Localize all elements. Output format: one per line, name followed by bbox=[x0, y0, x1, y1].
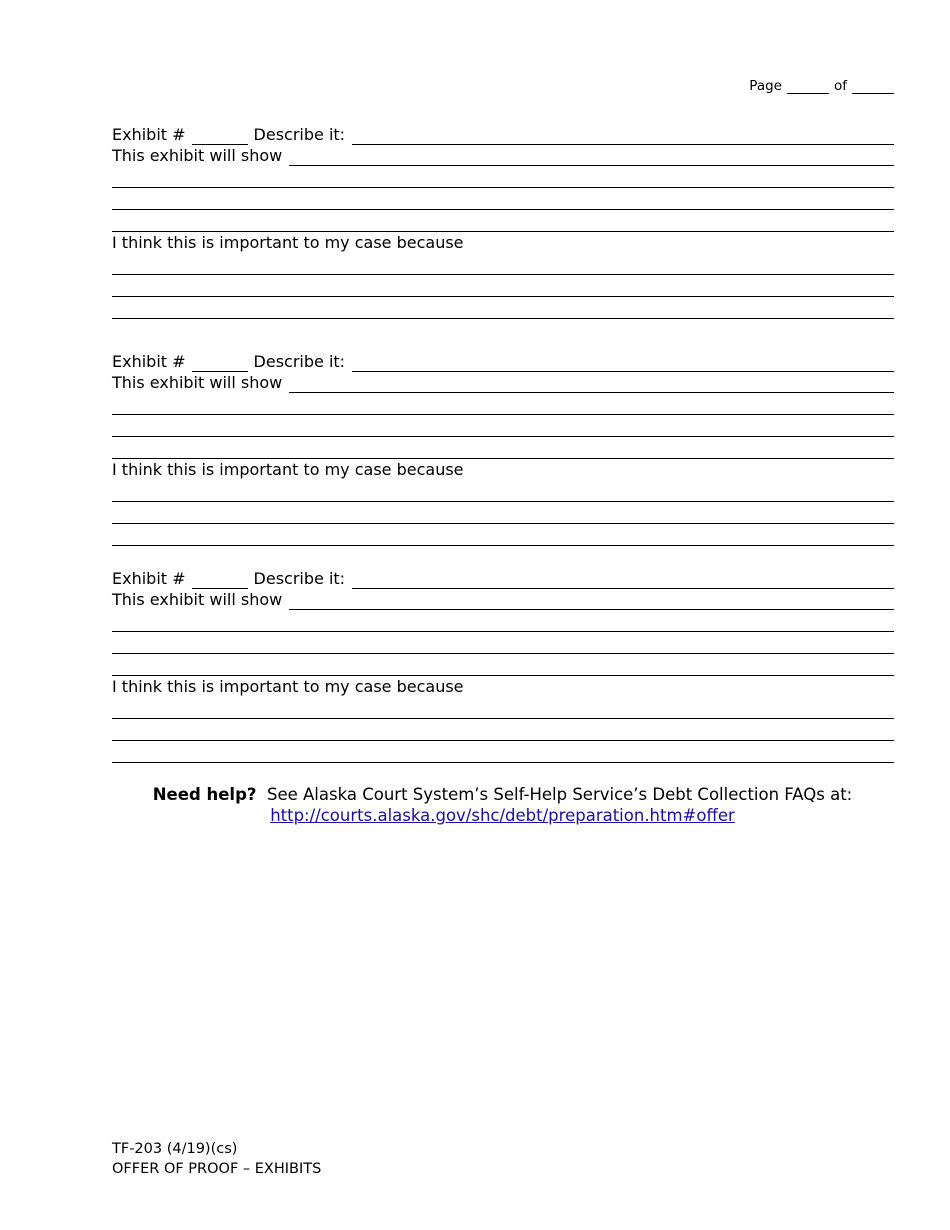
important-line[interactable] bbox=[112, 697, 894, 719]
show-label: This exhibit will show bbox=[112, 590, 283, 609]
show-label: This exhibit will show bbox=[112, 373, 283, 392]
show-line[interactable] bbox=[112, 654, 894, 676]
exhibit-row bbox=[112, 124, 894, 145]
page-total-field[interactable] bbox=[852, 79, 894, 94]
important-line[interactable] bbox=[112, 253, 894, 275]
page-label: Page bbox=[749, 78, 782, 94]
show-line[interactable] bbox=[112, 415, 894, 437]
help-heading: Need help? bbox=[152, 785, 257, 804]
important-label: I think this is important to my case because bbox=[112, 233, 464, 252]
help-section bbox=[0, 784, 950, 826]
help-link[interactable]: http://courts.alaska.gov/shc/debt/preparation.htm#offer bbox=[270, 806, 735, 825]
important-line[interactable] bbox=[112, 741, 894, 763]
show-line[interactable] bbox=[112, 166, 894, 188]
show-line[interactable] bbox=[112, 437, 894, 459]
important-label: I think this is important to my case because bbox=[112, 460, 464, 479]
footer bbox=[112, 1139, 321, 1179]
show-line[interactable] bbox=[112, 610, 894, 632]
exhibit-block-1 bbox=[112, 124, 894, 319]
important-line[interactable] bbox=[112, 297, 894, 319]
help-text: See Alaska Court System’s Self-Help Service’s Debt Collection FAQs at: bbox=[266, 785, 853, 804]
show-line[interactable] bbox=[112, 210, 894, 232]
describe-label: Describe it: bbox=[253, 352, 346, 371]
exhibit-block-3 bbox=[112, 568, 894, 763]
important-label: I think this is important to my case because bbox=[112, 677, 464, 696]
form-code: TF-203 (4/19)(cs) bbox=[112, 1141, 238, 1157]
important-line[interactable] bbox=[112, 719, 894, 741]
exhibit-block-2 bbox=[112, 351, 894, 546]
important-line[interactable] bbox=[112, 502, 894, 524]
of-label: of bbox=[833, 78, 847, 94]
show-row bbox=[112, 145, 894, 166]
exhibit-row bbox=[112, 568, 894, 589]
help-link-line bbox=[0, 805, 950, 826]
show-row bbox=[112, 589, 894, 610]
show-label: This exhibit will show bbox=[112, 146, 283, 165]
exhibit-number-label: Exhibit # bbox=[112, 125, 186, 144]
help-line bbox=[0, 784, 950, 805]
show-row bbox=[112, 372, 894, 393]
important-row bbox=[112, 232, 894, 253]
describe-label: Describe it: bbox=[253, 125, 346, 144]
page-number-field[interactable] bbox=[787, 79, 829, 94]
page-counter bbox=[749, 78, 894, 94]
exhibit-number-label: Exhibit # bbox=[112, 352, 186, 371]
exhibit-number-label: Exhibit # bbox=[112, 569, 186, 588]
describe-label: Describe it: bbox=[253, 569, 346, 588]
form-title: OFFER OF PROOF – EXHIBITS bbox=[112, 1161, 322, 1177]
important-row bbox=[112, 459, 894, 480]
show-line[interactable] bbox=[112, 393, 894, 415]
exhibit-row bbox=[112, 351, 894, 372]
important-line[interactable] bbox=[112, 275, 894, 297]
show-line[interactable] bbox=[112, 632, 894, 654]
show-line[interactable] bbox=[112, 188, 894, 210]
important-line[interactable] bbox=[112, 524, 894, 546]
important-line[interactable] bbox=[112, 480, 894, 502]
important-row bbox=[112, 676, 894, 697]
